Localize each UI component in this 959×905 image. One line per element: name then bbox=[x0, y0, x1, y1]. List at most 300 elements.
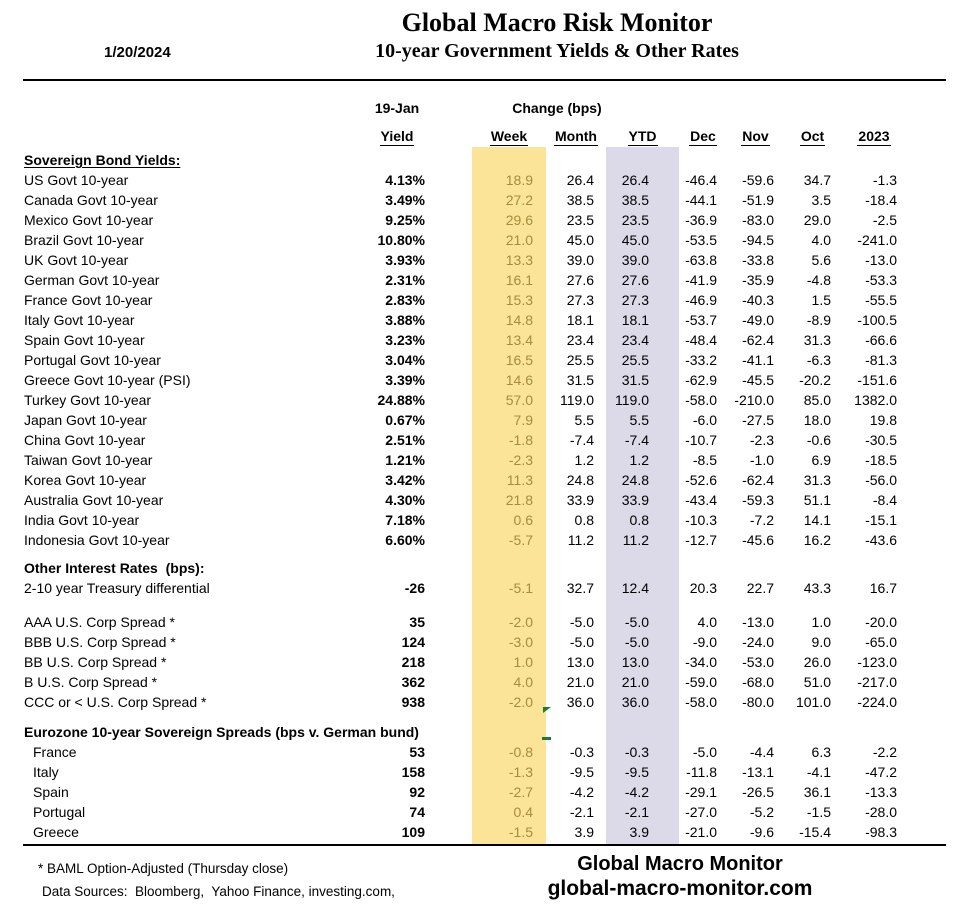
cell-yield: 3.93% bbox=[385, 252, 425, 268]
rates-table bbox=[24, 127, 907, 842]
cell-week: 18.9 bbox=[505, 172, 533, 188]
column-gap bbox=[430, 430, 472, 450]
cell-ytd: 119.0 bbox=[615, 392, 649, 408]
column-gap bbox=[430, 310, 472, 330]
cell-yield: 938 bbox=[401, 694, 425, 710]
cell-dec: -29.1 bbox=[685, 784, 717, 800]
cell-month: 0.8 bbox=[574, 512, 594, 528]
row-label: Indonesia Govt 10-year bbox=[24, 532, 170, 548]
column-gap bbox=[430, 742, 472, 762]
cell-y2023: -217.0 bbox=[857, 674, 897, 690]
cell-oct: 6.3 bbox=[811, 744, 831, 760]
column-gap bbox=[430, 190, 472, 210]
row-label: Korea Govt 10-year bbox=[24, 472, 147, 488]
table-row bbox=[24, 530, 907, 550]
cell-dec: -62.9 bbox=[685, 372, 717, 388]
row-label: Australia Govt 10-year bbox=[24, 492, 164, 508]
row-label: US Govt 10-year bbox=[24, 172, 129, 188]
cell-month: 13.0 bbox=[566, 654, 594, 670]
cell-yield: 2.31% bbox=[385, 272, 425, 288]
row-spacer bbox=[24, 598, 907, 612]
report-date: 1/20/2024 bbox=[104, 44, 171, 61]
brand-name: Global Macro Monitor bbox=[577, 853, 783, 875]
cell-y2023: -241.0 bbox=[857, 232, 897, 248]
cell-ytd: 45.0 bbox=[621, 232, 649, 248]
cell-dec: -48.4 bbox=[685, 332, 717, 348]
table-row bbox=[24, 350, 907, 370]
cell-dec: -44.1 bbox=[685, 192, 717, 208]
row-label: India Govt 10-year bbox=[24, 512, 140, 528]
header-spacer bbox=[24, 127, 364, 150]
row-label: Spain bbox=[33, 784, 69, 800]
table-row bbox=[24, 782, 907, 802]
table-header-row bbox=[24, 127, 907, 150]
cell-y2023: -151.6 bbox=[857, 372, 897, 388]
cell-oct: 31.3 bbox=[803, 332, 831, 348]
cell-nov: -13.0 bbox=[742, 614, 774, 630]
cell-dec: -58.0 bbox=[685, 694, 717, 710]
table-row bbox=[24, 310, 907, 330]
cell-month: 27.3 bbox=[566, 292, 594, 308]
cell-nov: -51.9 bbox=[742, 192, 774, 208]
cell-oct: 4.0 bbox=[811, 232, 831, 248]
cell-oct: 51.1 bbox=[803, 492, 831, 508]
cell-week: 7.9 bbox=[513, 412, 533, 428]
cell-month: 3.9 bbox=[574, 824, 594, 840]
asof-date-label: 19-Jan bbox=[374, 100, 420, 116]
cell-dec: -8.5 bbox=[692, 452, 717, 468]
cell-y2023: -20.0 bbox=[865, 614, 897, 630]
cell-month: -4.2 bbox=[569, 784, 594, 800]
cell-month: 25.5 bbox=[566, 352, 594, 368]
cell-oct: 16.2 bbox=[803, 532, 831, 548]
cell-week: 16.5 bbox=[505, 352, 533, 368]
column-gap bbox=[430, 270, 472, 290]
column-group-labels bbox=[0, 100, 959, 118]
row-label: Spain Govt 10-year bbox=[24, 332, 145, 348]
cell-ytd: -9.5 bbox=[624, 764, 649, 780]
table-row bbox=[24, 410, 907, 430]
cell-y2023: -43.6 bbox=[865, 532, 897, 548]
cell-y2023: -18.4 bbox=[865, 192, 897, 208]
column-gap bbox=[430, 672, 472, 692]
column-gap bbox=[430, 230, 472, 250]
cell-y2023: 1382.0 bbox=[854, 392, 897, 408]
cell-week: 4.0 bbox=[513, 674, 533, 690]
brand-block bbox=[500, 852, 860, 901]
footnote: * BAML Option-Adjusted (Thursday close) bbox=[38, 861, 289, 876]
cell-y2023: -2.2 bbox=[872, 744, 897, 760]
cell-y2023: -13.0 bbox=[865, 252, 897, 268]
cell-nov: -59.6 bbox=[742, 172, 774, 188]
cell-week: 15.3 bbox=[505, 292, 533, 308]
table-row bbox=[24, 558, 907, 578]
cell-week: -2.7 bbox=[508, 784, 533, 800]
column-gap bbox=[430, 782, 472, 802]
column-header-oct: Oct bbox=[800, 128, 825, 144]
cell-yield: 24.88% bbox=[377, 392, 425, 408]
column-header-yield: Yield bbox=[380, 128, 414, 144]
cell-week: -5.1 bbox=[508, 580, 533, 596]
cell-oct: 85.0 bbox=[803, 392, 831, 408]
table-row bbox=[24, 330, 907, 350]
cell-dec: -59.0 bbox=[685, 674, 717, 690]
cell-month: 23.4 bbox=[566, 332, 594, 348]
row-label: Brazil Govt 10-year bbox=[24, 232, 144, 248]
cell-ytd: 0.8 bbox=[629, 512, 649, 528]
cell-oct: 14.1 bbox=[803, 512, 831, 528]
cell-oct: -4.1 bbox=[806, 764, 831, 780]
cell-y2023: -15.1 bbox=[865, 512, 897, 528]
cell-ytd: 36.0 bbox=[621, 694, 649, 710]
cell-oct: 3.5 bbox=[811, 192, 831, 208]
cell-dec: -21.0 bbox=[685, 824, 717, 840]
cell-nov: -9.6 bbox=[749, 824, 774, 840]
row-label: France Govt 10-year bbox=[24, 292, 153, 308]
cell-oct: 1.5 bbox=[811, 292, 831, 308]
cell-oct: 34.7 bbox=[803, 172, 831, 188]
cell-nov: -59.3 bbox=[742, 492, 774, 508]
cell-oct: -0.6 bbox=[806, 432, 831, 448]
cell-month: 45.0 bbox=[566, 232, 594, 248]
column-gap bbox=[430, 210, 472, 230]
cell-yield: 2.51% bbox=[385, 432, 425, 448]
cell-yield: 3.88% bbox=[385, 312, 425, 328]
table-row bbox=[24, 762, 907, 782]
cell-yield: 218 bbox=[401, 654, 425, 670]
row-label: Canada Govt 10-year bbox=[24, 192, 158, 208]
column-gap bbox=[430, 612, 472, 632]
cell-nov: -80.0 bbox=[742, 694, 774, 710]
row-label: BBB U.S. Corp Spread * bbox=[24, 634, 176, 650]
cell-oct: -1.5 bbox=[806, 804, 831, 820]
table-row bbox=[24, 578, 907, 598]
cell-y2023: -8.4 bbox=[872, 492, 897, 508]
cell-yield: 0.67% bbox=[385, 412, 425, 428]
row-label: CCC or < U.S. Corp Spread * bbox=[24, 694, 207, 710]
row-label: Greece bbox=[33, 824, 79, 840]
cell-y2023: -224.0 bbox=[857, 694, 897, 710]
column-gap bbox=[430, 632, 472, 652]
cell-dec: 4.0 bbox=[697, 614, 717, 630]
cell-dec: -5.0 bbox=[692, 744, 717, 760]
cell-dec: -46.4 bbox=[685, 172, 717, 188]
cell-dec: -46.9 bbox=[685, 292, 717, 308]
cell-ytd: 27.3 bbox=[621, 292, 649, 308]
cell-dec: -27.0 bbox=[685, 804, 717, 820]
cell-nov: -62.4 bbox=[742, 472, 774, 488]
column-gap bbox=[430, 822, 472, 842]
cell-month: 23.5 bbox=[566, 212, 594, 228]
table-row bbox=[24, 390, 907, 410]
column-gap bbox=[430, 450, 472, 470]
cell-nov: -2.3 bbox=[749, 432, 774, 448]
table-row bbox=[24, 822, 907, 842]
cell-yield: 9.25% bbox=[385, 212, 425, 228]
row-label: 2-10 year Treasury differential bbox=[24, 580, 210, 596]
table-row bbox=[24, 290, 907, 310]
column-gap bbox=[430, 802, 472, 822]
cell-dec: -10.3 bbox=[685, 512, 717, 528]
cell-y2023: 16.7 bbox=[869, 580, 897, 596]
cell-week: -1.5 bbox=[508, 824, 533, 840]
table-row bbox=[24, 230, 907, 250]
section-header: Other Interest Rates (bps): bbox=[24, 560, 205, 576]
cell-nov: -13.1 bbox=[742, 764, 774, 780]
cell-yield: 53 bbox=[409, 744, 425, 760]
column-gap bbox=[430, 370, 472, 390]
row-label: UK Govt 10-year bbox=[24, 252, 129, 268]
row-label: France bbox=[33, 744, 77, 760]
cell-week: 0.6 bbox=[513, 512, 533, 528]
table-row bbox=[24, 370, 907, 390]
cell-dec: 20.3 bbox=[689, 580, 717, 596]
cell-yield: 7.18% bbox=[385, 512, 425, 528]
cell-ytd: -5.0 bbox=[624, 614, 649, 630]
cell-dec: -36.9 bbox=[685, 212, 717, 228]
cell-ytd: 24.8 bbox=[621, 472, 649, 488]
cell-nov: -210.0 bbox=[734, 392, 774, 408]
cell-nov: -49.0 bbox=[742, 312, 774, 328]
cell-y2023: -18.5 bbox=[865, 452, 897, 468]
cell-nov: -24.0 bbox=[742, 634, 774, 650]
cell-y2023: -65.0 bbox=[865, 634, 897, 650]
cell-nov: -83.0 bbox=[742, 212, 774, 228]
column-gap bbox=[430, 390, 472, 410]
cell-month: -2.1 bbox=[569, 804, 594, 820]
row-label: Greece Govt 10-year (PSI) bbox=[24, 372, 191, 388]
cell-y2023: -55.5 bbox=[865, 292, 897, 308]
cell-oct: 18.0 bbox=[803, 412, 831, 428]
row-label: Portugal bbox=[33, 804, 86, 820]
cell-month: 31.5 bbox=[566, 372, 594, 388]
table-row bbox=[24, 612, 907, 632]
cell-week: 27.2 bbox=[505, 192, 533, 208]
cell-y2023: -13.3 bbox=[865, 784, 897, 800]
cell-nov: -45.5 bbox=[742, 372, 774, 388]
cell-y2023: -56.0 bbox=[865, 472, 897, 488]
cell-yield: 92 bbox=[409, 784, 425, 800]
cell-ytd: -2.1 bbox=[624, 804, 649, 820]
report-header bbox=[155, 8, 959, 64]
cell-dec: -11.8 bbox=[686, 764, 717, 780]
cell-dec: -34.0 bbox=[685, 654, 717, 670]
cell-yield: 3.49% bbox=[385, 192, 425, 208]
column-gap bbox=[430, 350, 472, 370]
column-gap bbox=[430, 330, 472, 350]
cell-yield: 74 bbox=[409, 804, 425, 820]
cell-yield: 35 bbox=[409, 614, 425, 630]
cell-month: -9.5 bbox=[569, 764, 594, 780]
cell-week: 21.8 bbox=[505, 492, 533, 508]
row-label: German Govt 10-year bbox=[24, 272, 160, 288]
cell-week: 14.8 bbox=[505, 312, 533, 328]
column-header-ytd: YTD bbox=[628, 128, 657, 144]
cell-ytd: 1.2 bbox=[629, 452, 649, 468]
cell-week: -1.3 bbox=[508, 764, 533, 780]
column-header-2023: 2023 bbox=[858, 128, 890, 144]
cell-month: 36.0 bbox=[566, 694, 594, 710]
table-row bbox=[24, 652, 907, 672]
cell-y2023: -123.0 bbox=[857, 654, 897, 670]
column-gap bbox=[430, 410, 472, 430]
cell-dec: -10.7 bbox=[685, 432, 717, 448]
page-subtitle: 10-year Government Yields & Other Rates bbox=[375, 40, 739, 62]
table-row bbox=[24, 692, 907, 712]
row-label: BB U.S. Corp Spread * bbox=[24, 654, 167, 670]
cell-y2023: -2.5 bbox=[872, 212, 897, 228]
cell-oct: -20.2 bbox=[799, 372, 831, 388]
row-label: China Govt 10-year bbox=[24, 432, 146, 448]
cell-ytd: 21.0 bbox=[621, 674, 649, 690]
cell-nov: -5.2 bbox=[749, 804, 774, 820]
cell-y2023: -30.5 bbox=[865, 432, 897, 448]
row-label: Italy bbox=[33, 764, 59, 780]
column-header-nov: Nov bbox=[742, 128, 769, 144]
column-gap bbox=[430, 692, 472, 712]
table-row bbox=[24, 742, 907, 762]
table-row bbox=[24, 802, 907, 822]
cell-week: -2.3 bbox=[508, 452, 533, 468]
column-gap bbox=[430, 490, 472, 510]
top-divider bbox=[23, 79, 946, 81]
table-row bbox=[24, 450, 907, 470]
cell-nov: -4.4 bbox=[749, 744, 774, 760]
cell-oct: 29.0 bbox=[803, 212, 831, 228]
cell-yield: 2.83% bbox=[385, 292, 425, 308]
cell-week: 16.1 bbox=[505, 272, 533, 288]
cell-week: -0.8 bbox=[508, 744, 533, 760]
table-row bbox=[24, 722, 907, 742]
column-gap bbox=[430, 290, 472, 310]
brand-url: global-macro-monitor.com bbox=[547, 877, 813, 900]
row-spacer bbox=[24, 712, 907, 722]
cell-week: -2.0 bbox=[508, 614, 533, 630]
cell-ytd: 5.5 bbox=[629, 412, 649, 428]
column-gap bbox=[430, 652, 472, 672]
section-header: Sovereign Bond Yields: bbox=[24, 152, 181, 168]
cell-y2023: -66.6 bbox=[865, 332, 897, 348]
row-label: Japan Govt 10-year bbox=[24, 412, 147, 428]
table-row bbox=[24, 150, 907, 170]
table-row bbox=[24, 190, 907, 210]
cell-month: 119.0 bbox=[560, 392, 594, 408]
cell-nov: -1.0 bbox=[749, 452, 774, 468]
cell-yield: 3.42% bbox=[385, 472, 425, 488]
column-header-dec: Dec bbox=[690, 128, 716, 144]
cell-nov: -68.0 bbox=[742, 674, 774, 690]
cell-ytd: 25.5 bbox=[621, 352, 649, 368]
cell-ytd: 33.9 bbox=[621, 492, 649, 508]
cell-month: -0.3 bbox=[569, 744, 594, 760]
cell-week: 13.3 bbox=[505, 252, 533, 268]
cell-oct: 5.6 bbox=[811, 252, 831, 268]
cell-yield: -26 bbox=[404, 580, 425, 596]
cell-week: -1.8 bbox=[508, 432, 533, 448]
cell-week: 0.4 bbox=[513, 804, 533, 820]
cell-ytd: -4.2 bbox=[624, 784, 649, 800]
cell-week: -2.0 bbox=[508, 694, 533, 710]
change-bps-label: Change (bps) bbox=[512, 100, 602, 116]
cell-month: 24.8 bbox=[566, 472, 594, 488]
cell-week: 29.6 bbox=[505, 212, 533, 228]
cell-yield: 4.13% bbox=[385, 172, 425, 188]
table-row bbox=[24, 672, 907, 692]
bottom-divider bbox=[23, 844, 946, 846]
column-gap bbox=[430, 510, 472, 530]
cell-nov: 22.7 bbox=[746, 580, 774, 596]
section-header: Eurozone 10-year Sovereign Spreads (bps v. German bund) bbox=[24, 724, 419, 740]
cell-week: -5.7 bbox=[508, 532, 533, 548]
cell-month: 11.2 bbox=[567, 532, 594, 548]
cell-week: 57.0 bbox=[505, 392, 533, 408]
row-label: Portugal Govt 10-year bbox=[24, 352, 161, 368]
cell-y2023: -1.3 bbox=[872, 172, 897, 188]
cell-month: 39.0 bbox=[566, 252, 594, 268]
cell-ytd: 23.4 bbox=[621, 332, 649, 348]
cell-dec: -53.5 bbox=[685, 232, 717, 248]
cell-yield: 124 bbox=[401, 634, 425, 650]
cell-ytd: 3.9 bbox=[629, 824, 649, 840]
row-label: Mexico Govt 10-year bbox=[24, 212, 154, 228]
cell-yield: 10.80% bbox=[377, 232, 425, 248]
cell-week: -3.0 bbox=[508, 634, 533, 650]
cell-oct: 6.9 bbox=[811, 452, 831, 468]
cell-oct: -15.4 bbox=[799, 824, 831, 840]
cell-oct: 43.3 bbox=[803, 580, 831, 596]
column-gap bbox=[430, 470, 472, 490]
cell-dec: -12.7 bbox=[685, 532, 717, 548]
cell-nov: -26.5 bbox=[742, 784, 774, 800]
cell-month: -7.4 bbox=[569, 432, 594, 448]
column-gap bbox=[430, 127, 472, 150]
cell-dec: -41.9 bbox=[685, 272, 717, 288]
cell-y2023: -100.5 bbox=[857, 312, 897, 328]
cell-nov: -40.3 bbox=[742, 292, 774, 308]
cell-dec: -43.4 bbox=[685, 492, 717, 508]
table-row bbox=[24, 632, 907, 652]
cell-ytd: -7.4 bbox=[624, 432, 649, 448]
table-row bbox=[24, 170, 907, 190]
cell-month: 33.9 bbox=[566, 492, 594, 508]
cell-ytd: 11.2 bbox=[622, 532, 649, 548]
cell-y2023: -28.0 bbox=[865, 804, 897, 820]
cell-y2023: 19.8 bbox=[869, 412, 897, 428]
table-row bbox=[24, 250, 907, 270]
cell-oct: 9.0 bbox=[811, 634, 831, 650]
cell-oct: 101.0 bbox=[795, 694, 831, 710]
cell-ytd: 31.5 bbox=[621, 372, 649, 388]
column-gap bbox=[430, 762, 472, 782]
cell-oct: 1.0 bbox=[811, 614, 831, 630]
cell-oct: 31.3 bbox=[803, 472, 831, 488]
cell-y2023: -98.3 bbox=[865, 824, 897, 840]
column-gap bbox=[430, 170, 472, 190]
cell-month: 5.5 bbox=[574, 412, 594, 428]
cell-week: 1.0 bbox=[513, 654, 533, 670]
cell-yield: 4.30% bbox=[385, 492, 425, 508]
cell-dec: -53.7 bbox=[685, 312, 717, 328]
cell-ytd: 27.6 bbox=[621, 272, 649, 288]
column-gap bbox=[430, 578, 472, 598]
row-label: Taiwan Govt 10-year bbox=[24, 452, 153, 468]
cell-oct: -4.8 bbox=[806, 272, 831, 288]
cell-oct: -8.9 bbox=[806, 312, 831, 328]
cell-ytd: 18.1 bbox=[621, 312, 649, 328]
cell-yield: 362 bbox=[401, 674, 425, 690]
cell-nov: -53.0 bbox=[742, 654, 774, 670]
cell-ytd: 26.4 bbox=[621, 172, 649, 188]
